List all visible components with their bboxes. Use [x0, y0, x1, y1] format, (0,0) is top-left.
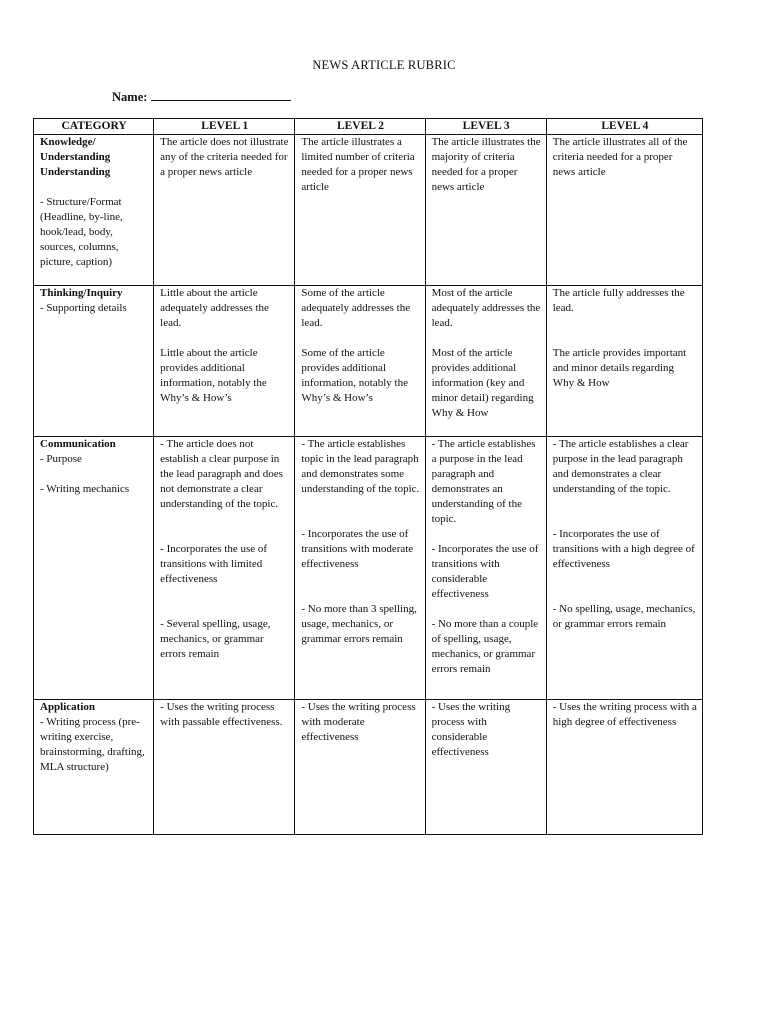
criteria-text: - No more than a couple of spelling, usage, mechanics, or grammar errors remain [431, 618, 539, 675]
table-row [34, 286, 703, 437]
criteria-text: Some of the article provides additional information, notably the Why’s & How’s [301, 347, 408, 404]
header-level-4: LEVEL 4 [546, 119, 702, 135]
table-row [34, 700, 703, 835]
criteria-text: - Uses the writing process with considerable effectiveness [431, 701, 511, 758]
name-label: Name: [112, 90, 148, 104]
level-3-cell [425, 286, 546, 437]
level-1-cell [154, 135, 295, 286]
criteria-text: - The article establishes topic in the lead paragraph and demonstrates some understanding of the topic. [301, 438, 420, 495]
level-2-cell [295, 286, 425, 437]
level-3-cell [425, 437, 546, 700]
criteria-text: The article illustrates all of the criteria needed for a proper news article [552, 136, 688, 178]
name-blank-line [151, 89, 291, 101]
criteria-text: - Several spelling, usage, mechanics, or grammar errors remain [160, 618, 271, 660]
header-level-3: LEVEL 3 [425, 119, 546, 135]
category-cell [34, 135, 154, 286]
category-title: Knowledge/ Understanding Understanding [40, 136, 111, 178]
category-subitem: - Purpose [40, 453, 82, 465]
name-line [112, 89, 291, 105]
criteria-text: The article fully addresses the lead. [552, 287, 685, 314]
category-cell [34, 437, 154, 700]
category-cell [34, 286, 154, 437]
category-subitem: - Supporting details [40, 302, 127, 314]
level-4-cell [546, 700, 702, 835]
category-cell [34, 700, 154, 835]
level-4-cell [546, 135, 702, 286]
criteria-text: - The article establishes a clear purpose in the lead paragraph and demonstrates a clear understanding of the topic. [552, 438, 689, 495]
category-title: Communication [40, 438, 116, 450]
header-category: CATEGORY [34, 119, 154, 135]
table-row [34, 135, 703, 286]
level-1-cell [154, 286, 295, 437]
criteria-text: Most of the article adequately addresses the lead. [431, 287, 541, 329]
criteria-text: Little about the article adequately addresses the lead. [160, 287, 269, 329]
level-3-cell [425, 700, 546, 835]
level-2-cell [295, 700, 425, 835]
criteria-text: - Incorporates the use of transitions with limited effectiveness [160, 543, 268, 585]
criteria-text: - The article does not establish a clear purpose in the lead paragraph and does not demonstrate a clear understanding of the topic. [160, 438, 283, 510]
criteria-text: The article does not illustrate any of the criteria needed for a proper news article [160, 136, 289, 178]
category-title: Thinking/Inquiry [40, 287, 123, 299]
category-title: Application [40, 701, 96, 713]
criteria-text: Little about the article provides additional information, notably the Why’s & How’s [160, 347, 267, 404]
table-header-row [34, 119, 703, 135]
level-1-cell [154, 437, 295, 700]
level-4-cell [546, 286, 702, 437]
criteria-text: - Incorporates the use of transitions with considerable effectiveness [431, 543, 539, 600]
criteria-text: - Uses the writing process with a high degree of effectiveness [552, 701, 697, 728]
header-level-1: LEVEL 1 [154, 119, 295, 135]
table-row [34, 437, 703, 700]
criteria-text: - The article establishes a purpose in the lead paragraph and demonstrates an understanding of the topic. [431, 438, 536, 525]
criteria-text: The article illustrates the majority of criteria needed for a proper news article [431, 136, 541, 193]
criteria-text: The article provides important and minor details regarding Why & How [552, 347, 687, 389]
criteria-text: Most of the article provides additional information (key and minor detail) regarding Why & How [431, 347, 534, 419]
category-subitem: - Structure/Format (Headline, by-line, hook/lead, body, sources, columns, picture, caption) [40, 196, 123, 268]
level-4-cell [546, 437, 702, 700]
level-2-cell [295, 135, 425, 286]
level-1-cell [154, 700, 295, 835]
criteria-text: - Uses the writing process with passable effectiveness. [160, 701, 283, 728]
document-title: NEWS ARTICLE RUBRIC [312, 58, 456, 72]
criteria-text: Some of the article adequately addresses the lead. [301, 287, 411, 329]
criteria-text: - No spelling, usage, mechanics, or grammar errors remain [552, 603, 696, 630]
criteria-text: - Incorporates the use of transitions with a high degree of effectiveness [552, 528, 695, 570]
level-2-cell [295, 437, 425, 700]
level-3-cell [425, 135, 546, 286]
header-level-2: LEVEL 2 [295, 119, 425, 135]
criteria-text: - Uses the writing process with moderate effectiveness [301, 701, 416, 743]
rubric-table [33, 118, 703, 835]
criteria-text: The article illustrates a limited number of criteria needed for a proper news article [301, 136, 415, 193]
category-subitem: - Writing mechanics [40, 483, 130, 495]
category-subitem: - Writing process (pre-writing exercise, brainstorming, drafting, MLA structure) [40, 716, 145, 773]
criteria-text: - Incorporates the use of transitions with moderate effectiveness [301, 528, 414, 570]
criteria-text: - No more than 3 spelling, usage, mechanics, or grammar errors remain [301, 603, 417, 645]
